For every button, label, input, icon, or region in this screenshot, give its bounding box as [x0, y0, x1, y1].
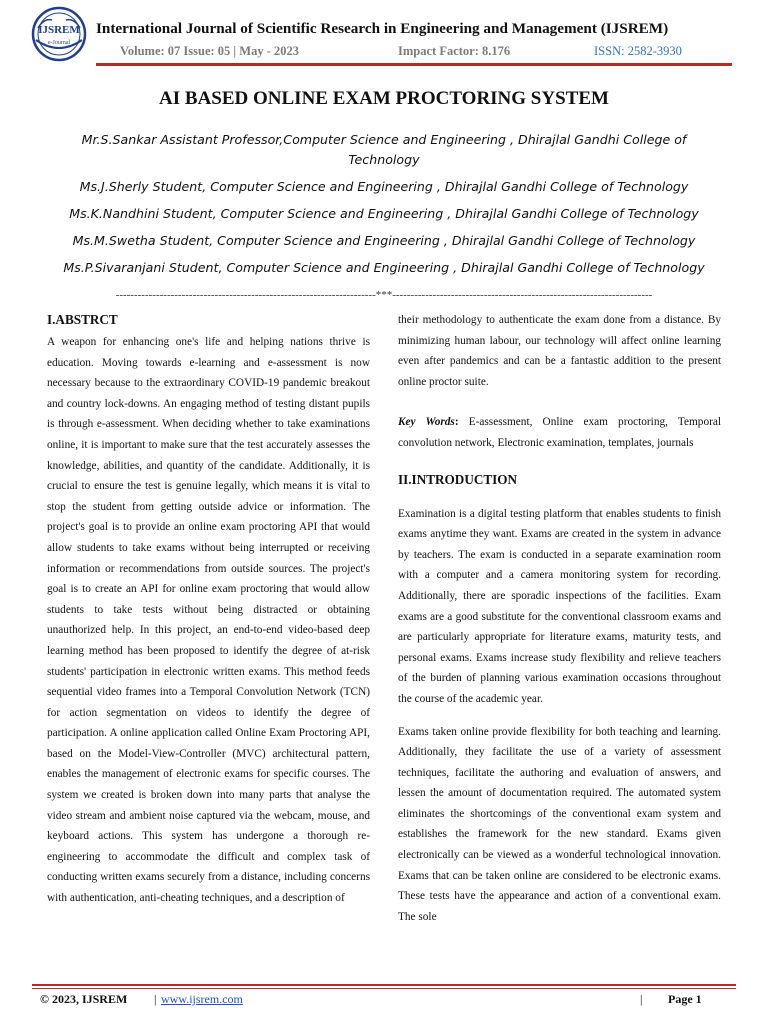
introduction-p1: Examination is a digital testing platform that enables students to finish exams anytime they want. Exams are created in the system in advance by teachers. The exam is conducted in a separate examination room with a computer and a camera monitoring system for recording. Additionally, there are sporadic inspections of the facilities. Exam exams are a good substitute for the conventional classroom exams and are particularly appropriate for literature exams, maturity tests, and personal exams. Exams increase study flexibility and relieve teachers of the burden of planning various examination occasions throughout the course of the academic year. [398, 507, 721, 705]
section-separator: -----------------------------------------------------------------------***----------------------------------------------------------------------- [115, 289, 653, 301]
abstract-text: A weapon for enhancing one's life and helping nations thrive is education. Moving towards e-learning and e-assessment is now necessary because to the extraordinary COVID-19 pandemic breakout and country lock-downs. An engaging method of testing distant pupils is through e-assessment. When deciding whether to take examinations online, it is important to make sure that the test accurately assesses the knowledge, abilities, and quantity of the candidate. Additionally, it is crucial to ensure the test is genuine legally, which means it is vital to stop the student from getting outside advice or information. The project's goal is to provide an online exam proctoring API that would allow students to take exams without being interrupted or receiving information or recommendations from outside sources. The project's goal is to create an API for online exam proctoring that would allow students to take tests without being distracted or obtaining unauthorized help. In this project, an end-to-end video-based deep learning method has been proposed to identify the degree of at-risk students' participation in electronic written exams. This method feeds sequential video frames into a Temporal Convolution Network (TCN) for action segmentation on videos to identify the degree of participation. A online application called Online Exam Proctoring API, based on the Model-View-Controller (MVC) architectural pattern, enables the management of electronic exams for specific courses. The system we created is broken down into many parts that analyse the video stream and ambient noise captured via the webcam, mouse, and keyboard actions. This system has undergone a thorough re-engineering to accommodate the difficult and complex task of conducting written exams securely from a distance, including concerns with authentication, anti-cheating techniques, and a description of [47, 336, 370, 905]
footer-rule-thin [32, 988, 736, 989]
footer-rule [32, 984, 736, 986]
keywords [398, 412, 721, 453]
author-5: Ms.P.Sivaranjani Student, Computer Science and Engineering , Dhirajlal Gandhi College of Technology [63, 260, 705, 275]
page-number: Page 1 [668, 992, 702, 1006]
keywords-text: E-assessment, Online exam proctoring, Temporal convolution network, Electronic examination, templates, journals [398, 416, 722, 449]
footer-copyright: © 2023, IJSREM [40, 992, 128, 1006]
paper-title: AI BASED ONLINE EXAM PROCTORING SYSTEM [159, 88, 609, 109]
author-1: Mr.S.Sankar Assistant Professor,Computer Science and Engineering , Dhirajlal Gandhi College of [81, 132, 687, 147]
author-4: Ms.M.Swetha Student, Computer Science and Engineering , Dhirajlal Gandhi College of Technology [72, 233, 696, 248]
introduction-p2: Exams taken online provide flexibility for both teaching and learning. Additionally, they facilitate the use of a variety of assessment techniques, facilitate the authoring and evaluation of answers, and lessen the amount of documentation required. The automated system eliminates the shortcomings of the conventional exam system and establishes the framework for the new standard. Exams given electronically can be viewed as a wonderful technological innovation. Exams that can be taken online are considered to be electronic exams. These tests have the appearance and action of a conventional exam. The sole [398, 725, 721, 923]
abstract-heading: I.ABSTRCT [47, 312, 118, 327]
footer-separator: | [154, 992, 157, 1006]
abstract-continuation: their methodology to authenticate the exam done from a distance. By minimizing human labour, our technology will affect online learning even after pandemics and can be a fantastic addition to the present online proctor suite. [398, 314, 721, 388]
introduction-heading: II.INTRODUCTION [398, 471, 518, 487]
footer-separator-2: | [640, 992, 643, 1006]
right-column [398, 310, 721, 927]
logo-text: IJSREM [38, 24, 80, 36]
footer-website-link[interactable]: www.ijsrem.com [161, 992, 243, 1006]
author-2: Ms.J.Sherly Student, Computer Science and Engineering , Dhirajlal Gandhi College of Technology [79, 179, 689, 194]
author-1-cont: Technology [348, 152, 420, 167]
journal-title: International Journal of Scientific Research in Engineering and Management (IJSREM) [96, 20, 669, 37]
keywords-label: Key Words [398, 416, 455, 429]
keywords-colon: : [454, 416, 459, 429]
journal-logo [24, 6, 94, 62]
issn: ISSN: 2582-3930 [594, 44, 682, 58]
logo-subtext: e-Journal [47, 40, 71, 46]
left-column [47, 310, 370, 909]
volume-info: Volume: 07 Issue: 05 | May - 2023 [120, 44, 300, 58]
header-rule [96, 63, 732, 66]
author-3: Ms.K.Nandhini Student, Computer Science and Engineering , Dhirajlal Gandhi College of Technology [69, 206, 699, 221]
impact-factor: Impact Factor: 8.176 [398, 44, 511, 58]
